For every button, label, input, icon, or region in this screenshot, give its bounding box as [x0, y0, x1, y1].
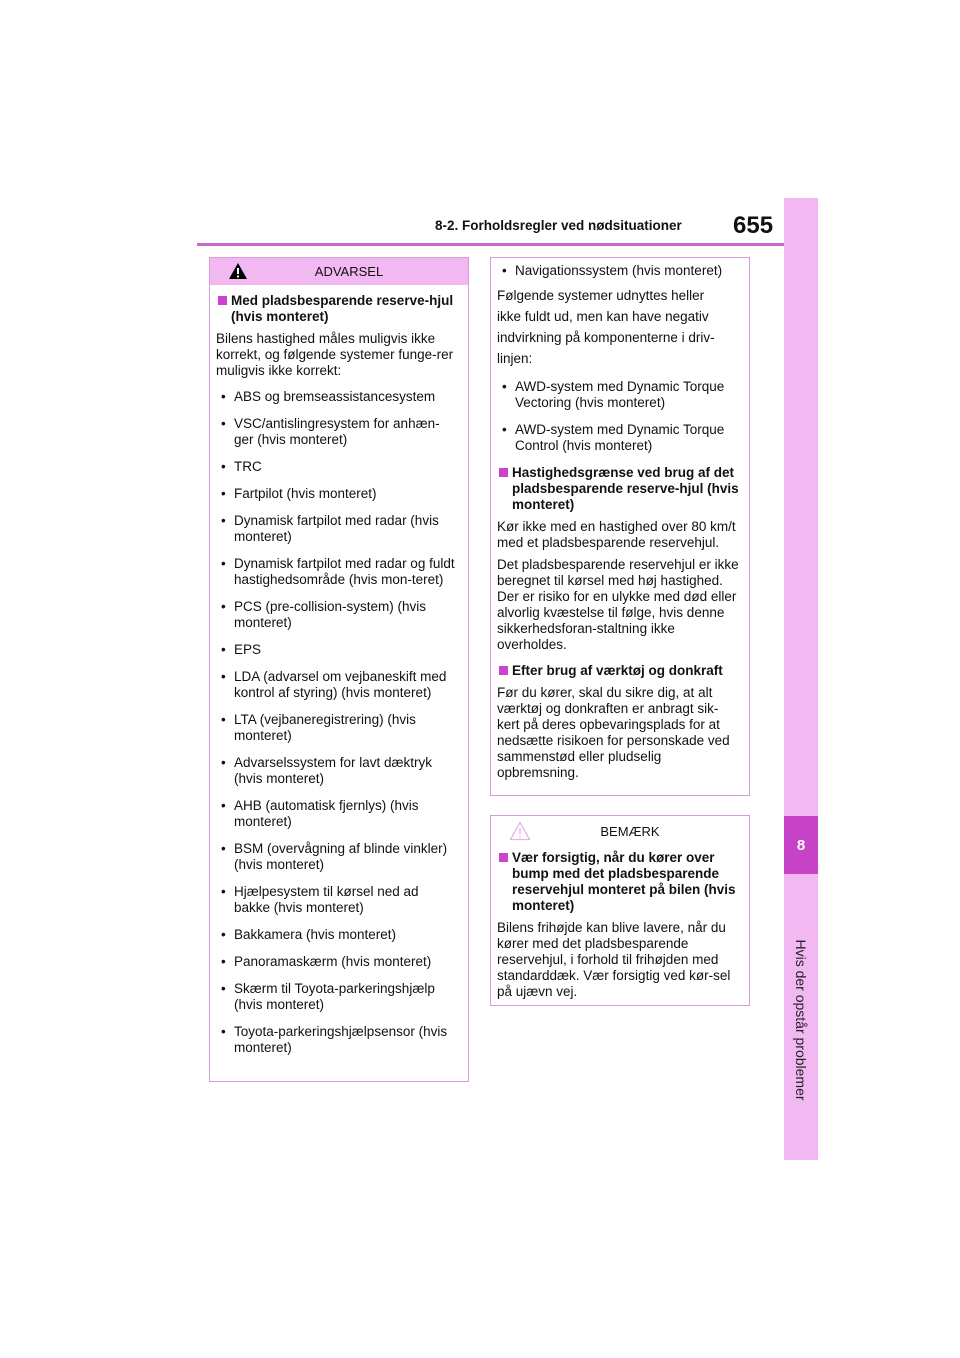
notice-header [491, 816, 749, 846]
list-item: • AWD-system med Dynamic Torque Control (hvis monteret) [497, 422, 739, 454]
warning-triangle-icon [228, 262, 248, 280]
warning-box [209, 257, 469, 1082]
intro-line: ikke fuldt ud, men kan have negativ [497, 309, 709, 324]
warning-list [216, 389, 458, 1056]
list-item: • Dynamisk fartpilot med radar (hvis monteret) [216, 513, 458, 545]
speed-limit-text: Kør ikke med en hastighed over 80 km/t med et pladsbesparende reservehjul. [497, 519, 736, 550]
list-item: • TRC [216, 459, 458, 475]
header-divider [197, 243, 784, 246]
list-item: • Navigationssystem (hvis monteret) [497, 263, 739, 279]
warning-intro: Bilens hastighed måles muligvis ikke korrekt, og følgende systemer funge-rer muligvis ikke korrekt: [216, 331, 454, 378]
list-item: • AWD-system med Dynamic Torque Vectoring (hvis monteret) [497, 379, 739, 411]
warning-title: ADVARSEL [314, 264, 384, 279]
list-item: • AHB (automatisk fjernlys) (hvis monteret) [216, 798, 458, 830]
list-item: • Fartpilot (hvis monteret) [216, 486, 458, 502]
list-item: • Advarselssystem for lavt dæktryk (hvis monteret) [216, 755, 458, 787]
page-number: 655 [733, 212, 774, 239]
list-item: • Hjælpesystem til kørsel ned ad bakke (hvis monteret) [216, 884, 458, 916]
list-item: • Toyota-parkeringshjælpsensor (hvis monteret) [216, 1024, 458, 1056]
intro-line: Følgende systemer udnyttes heller [497, 288, 705, 303]
warning-subheading: Med pladsbesparende reserve-hjul (hvis monteret) [216, 293, 458, 325]
list-item: • Skærm til Toyota-parkeringshjælp (hvis monteret) [216, 981, 458, 1013]
intro-line: linjen: [497, 351, 533, 366]
list-item: • Panoramaskærm (hvis monteret) [216, 954, 458, 970]
caution-triangle-icon [509, 821, 531, 841]
list-item: • LTA (vejbaneregistrering) (hvis monteret) [216, 712, 458, 744]
chapter-title: Hvis der opstår problemer [793, 939, 809, 1101]
tools-text: Før du kører, skal du sikre dig, at alt værktøj og donkraften er anbragt sik-kert på deres opbevaringsplads for at nedsætte risikoen for personskade ved sammenstød eller pludselig opbremsning. [497, 685, 730, 780]
list-item: • EPS [216, 642, 458, 658]
notice-box [490, 815, 750, 1006]
list-item: • BSM (overvågning af blinde vinkler) (hvis monteret) [216, 841, 458, 873]
warning-header [210, 258, 468, 285]
list-item: • LDA (advarsel om vejbaneskift med kontrol af styring) (hvis monteret) [216, 669, 458, 701]
notice-text: Bilens frihøjde kan blive lavere, når du kører med det pladsbesparende reservehjul, i forhold til frihøjden med standarddæk. Vær forsigtig ved kør-sel på ujævn vej. [497, 920, 731, 999]
list-item: • Bakkamera (hvis monteret) [216, 927, 458, 943]
section-title: 8-2. Forholdsregler ved nødsituationer [435, 218, 682, 233]
chapter-number: 8 [784, 816, 818, 874]
list-item: • PCS (pre-collision-system) (hvis monteret) [216, 599, 458, 631]
notice-subheading: Vær forsigtig, når du kører over bump med det pladsbesparende reservehjul monteret på bilen (hvis monteret) [497, 850, 739, 914]
intro-line: indvirkning på komponenterne i driv- [497, 330, 715, 345]
intro-text [497, 285, 739, 369]
list-item: • ABS og bremseassistancesystem [216, 389, 458, 405]
list-item: • VSC/antislingresystem for anhæn-ger (hvis monteret) [216, 416, 458, 448]
tools-subheading: Efter brug af værktøj og donkraft [497, 663, 739, 679]
list-item: • Dynamisk fartpilot med radar og fuldt hastighedsområde (hvis mon-teret) [216, 556, 458, 588]
warning-box-continued [490, 257, 750, 796]
speed-limit-subheading: Hastighedsgrænse ved brug af det pladsbesparende reserve-hjul (hvis monteret) [497, 465, 739, 513]
speed-limit-risk-text: Det pladsbesparende reservehjul er ikke beregnet til kørsel med høj hastighed. Der er risiko for en ulykke med død eller alvorlig kvæstelse til følge, hvis denne sikkerhedsforan-staltning ikke overholdes. [497, 557, 739, 652]
notice-title: BEMÆRK [600, 823, 660, 839]
